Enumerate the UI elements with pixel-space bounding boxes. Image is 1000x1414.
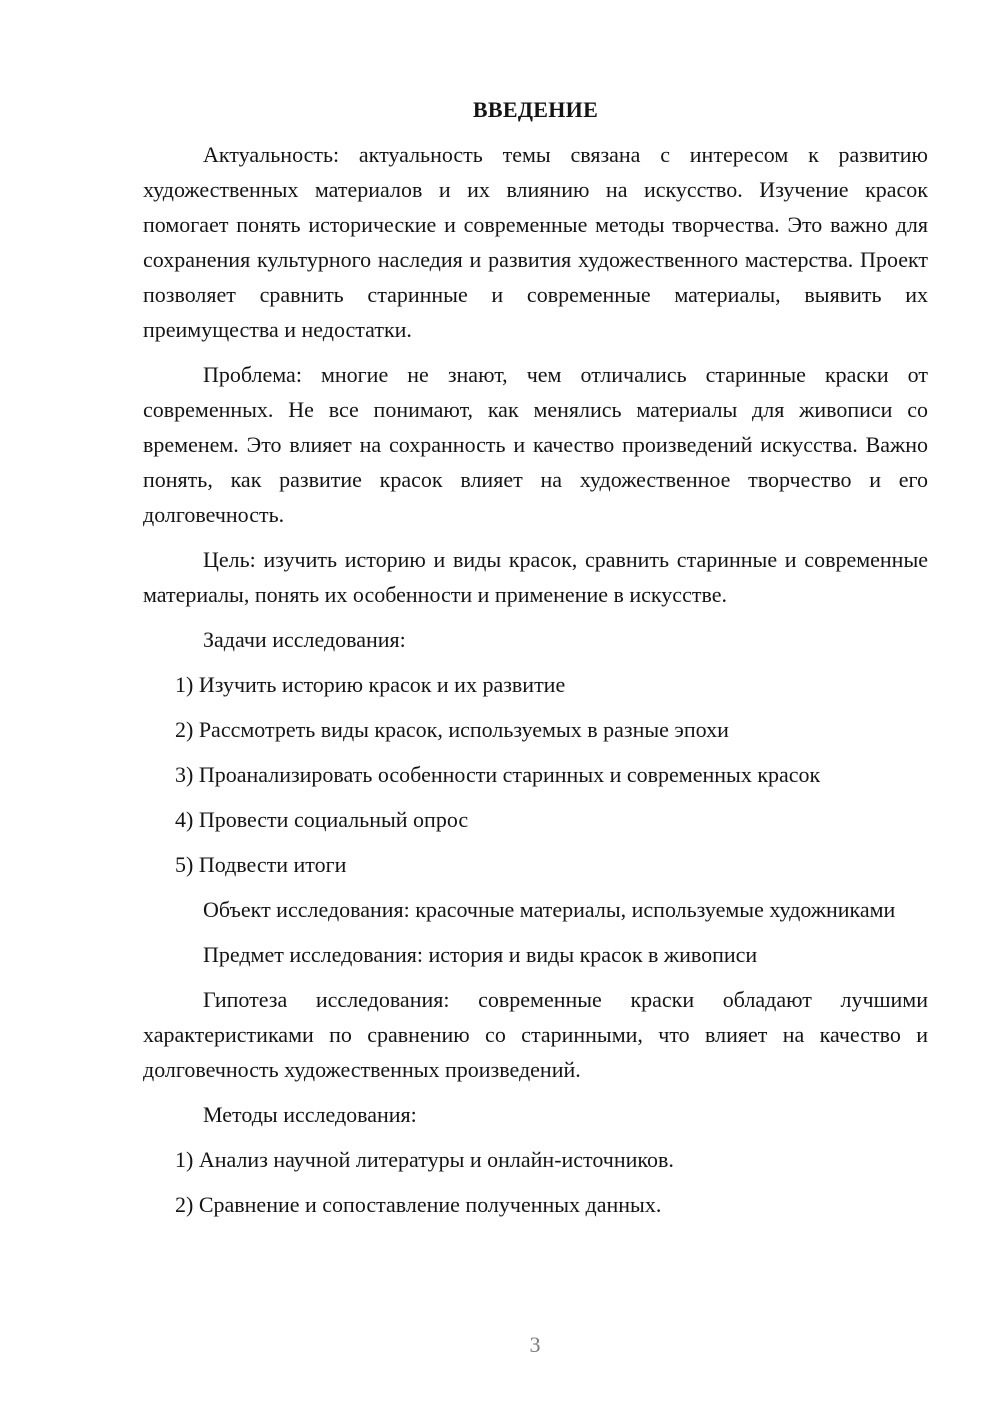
problem-paragraph: Проблема: многие не знают, чем отличались старинные краски от современных. Не все понимают, как менялись материалы для живописи со временем. Это влияет на сохранность и качество произведений искусства. Важно понять, как развитие красок влияет на художественное творчество и его долговечность. xyxy=(143,362,928,527)
method-item: 1) Анализ научной литературы и онлайн-источников. xyxy=(175,1147,674,1172)
subject-paragraph: Предмет исследования: история и виды красок в живописи xyxy=(203,942,758,967)
task-item: 3) Проанализировать особенности старинных и современных красок xyxy=(175,762,821,787)
method-item: 2) Сравнение и сопоставление полученных данных. xyxy=(175,1192,662,1217)
relevance-paragraph: Актуальность: актуальность темы связана с интересом к развитию художественных материалов и их влиянию на искусство. Изучение красок помогает понять исторические и современные методы творчества. Это важно для сохранения культурного наследия и развития художественного мастерства. Проект позволяет сравнить старинные и современные материалы, выявить их преимущества и недостатки. xyxy=(143,142,928,342)
task-item: 4) Провести социальный опрос xyxy=(175,807,469,832)
task-item: 2) Рассмотреть виды красок, используемых в разные эпохи xyxy=(175,717,729,742)
page-content xyxy=(143,92,928,1232)
task-item: 1) Изучить историю красок и их развитие xyxy=(175,672,566,697)
tasks-title: Задачи исследования: xyxy=(203,627,406,652)
task-item: 5) Подвести итоги xyxy=(175,852,347,877)
object-paragraph: Объект исследования: красочные материалы, используемые художниками xyxy=(203,897,896,922)
methods-title: Методы исследования: xyxy=(203,1102,417,1127)
page-number: 3 xyxy=(529,1332,541,1357)
section-heading: ВВЕДЕНИЕ xyxy=(472,97,599,122)
goal-paragraph: Цель: изучить историю и виды красок, сравнить старинные и современные материалы, понять их особенности и применение в искусстве. xyxy=(143,547,928,607)
hypothesis-paragraph: Гипотеза исследования: современные краски обладают лучшими характеристиками по сравнению со старинными, что влияет на качество и долговечность художественных произведений. xyxy=(143,987,928,1082)
